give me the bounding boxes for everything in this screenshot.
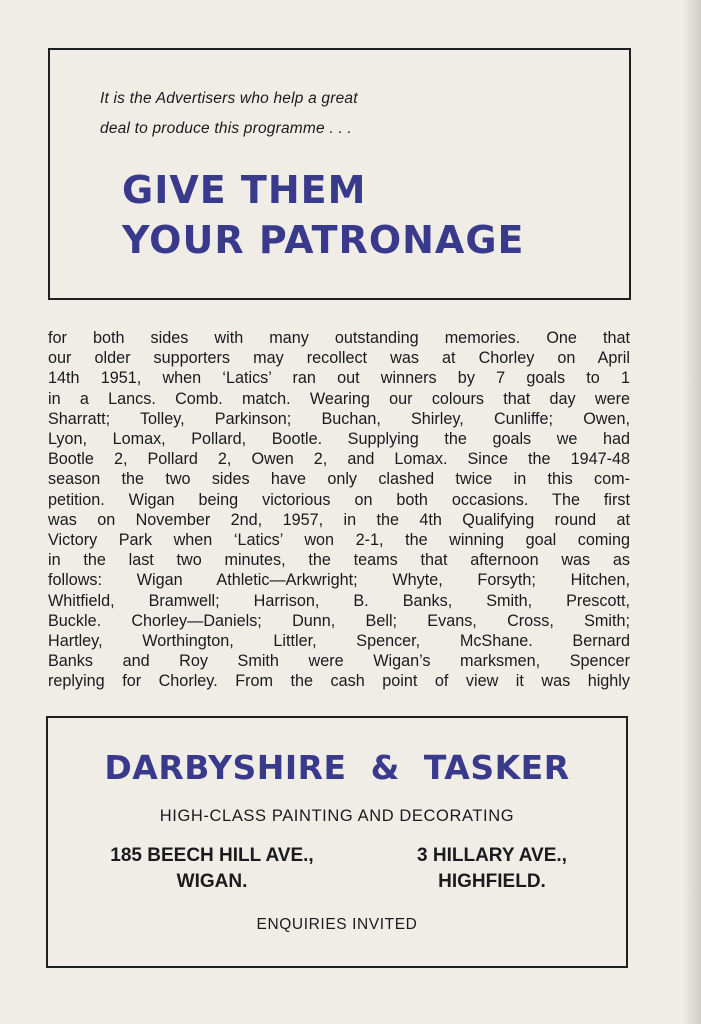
article-line: petition. Wigan being victorious on both occasions. The first [48,490,630,509]
page-edge-shadow [683,0,701,1024]
address-right-line2: HIGHFIELD. [438,871,546,892]
article-line: follows: Wigan Athletic—Arkwright; Whyte, Forsyth; Hitchen, [48,571,630,590]
article-line: Sharratt; Tolley, Parkinson; Buchan, Shirley, Cunliffe; Owen, [48,409,630,428]
article-line: replying for Chorley. From the cash point of view it was highly [48,672,630,691]
article-line: in the last two minutes, the teams that afternoon was as [48,551,630,570]
address-right [382,843,602,895]
address-left-line2: WIGAN. [176,871,248,892]
article-line: in a Lancs. Comb. match. Wearing our colours that day were [48,389,630,408]
company-name: DARBYSHIRE & TASKER [104,748,570,787]
article-line: Whitfield, Bramwell; Harrison, B. Banks, Smith, Prescott, [48,591,630,610]
address-left-line1: 185 BEECH HILL AVE., [110,845,314,866]
article-line: Victory Park when ‘Latics’ won 2-1, the winning goal coming [48,531,630,550]
article-line: was on November 2nd, 1957, in the 4th Qualifying round at [48,510,630,529]
article-line: Buckle. Chorley—Daniels; Dunn, Bell; Evans, Cross, Smith; [48,611,630,630]
advert-tagline-line1: It is the Advertisers who help a great [100,90,358,107]
address-left [82,843,342,895]
article-line: season the two sides have only clashed twice in this com- [48,470,630,489]
advert-headline-line2: YOUR PATRONAGE [122,218,525,262]
service-description: HIGH-CLASS PAINTING AND DECORATING [159,807,515,825]
patronage-advert [48,48,631,300]
article-line: 14th 1951, when ‘Latics’ ran out winners by 7 goals to 1 [48,369,630,388]
article-body [48,328,630,692]
article-line: Hartley, Worthington, Littler, Spencer, McShane. Bernard [48,632,630,651]
enquiries-footer: ENQUIRIES INVITED [256,916,418,933]
article-line: for both sides with many outstanding memories. One that [48,329,630,347]
article-line: Banks and Roy Smith were Wigan’s marksmen, Spencer [48,652,630,671]
address-right-line1: 3 HILLARY AVE., [417,845,567,866]
darbyshire-tasker-advert [46,716,628,968]
advert-tagline-line2: deal to produce this programme . . . [100,120,352,137]
article-line: Lyon, Lomax, Pollard, Bootle. Supplying the goals we had [48,430,630,449]
article-line: our older supporters may recollect was at Chorley on April [48,349,630,368]
article-line: Bootle 2, Pollard 2, Owen 2, and Lomax. Since the 1947-48 [48,450,630,469]
advert-headline-line1: GIVE THEM [122,168,367,212]
